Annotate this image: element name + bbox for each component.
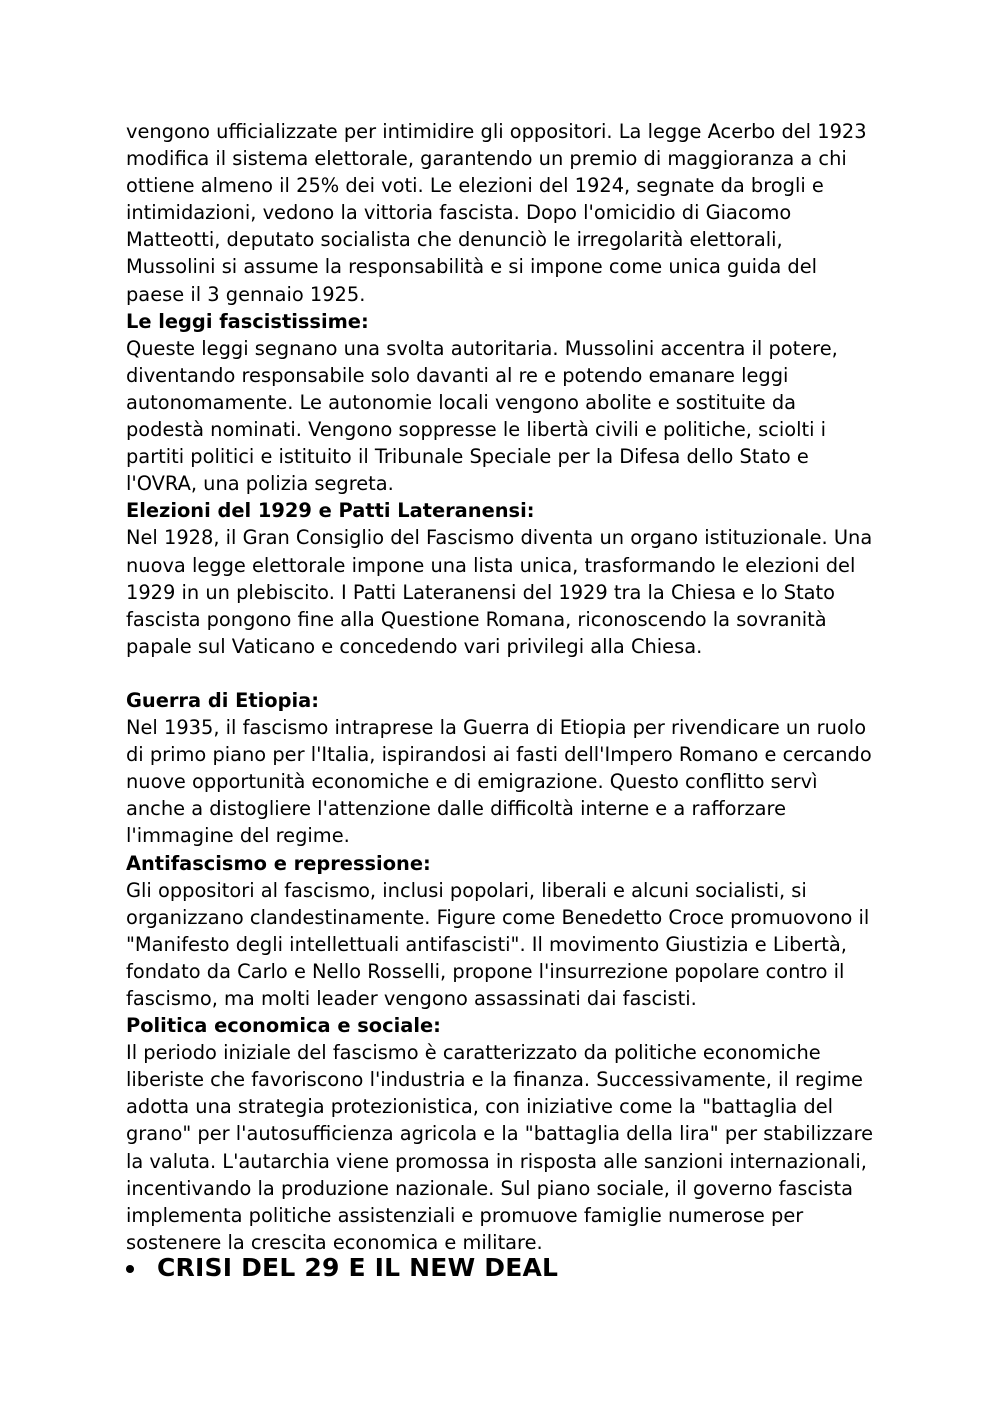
text-line: Gli oppositori al fascismo, inclusi popolari, liberali e alcuni socialisti, si	[126, 878, 807, 902]
text-line: paese il 3 gennaio 1925.	[126, 282, 366, 306]
text-line: partiti politici e istituito il Tribunale Speciale per la Difesa dello Stato e	[126, 445, 809, 469]
text-line: nuove opportunità economiche e di emigrazione. Questo conflitto servì	[126, 770, 818, 794]
text-line: adotta una strategia protezionistica, con iniziative come la "battaglia del	[126, 1095, 834, 1119]
intro-paragraph	[126, 118, 916, 308]
text-line: diventando responsabile solo davanti al re e potendo emanare leggi	[126, 363, 789, 387]
text-line: Queste leggi segnano una svolta autoritaria. Mussolini accentra il potere,	[126, 336, 838, 360]
text-line: organizzano clandestinamente. Figure come Benedetto Croce promuovono il	[126, 905, 870, 929]
text-line: sostenere la crescita economica e militare.	[126, 1230, 543, 1254]
section-heading: Elezioni del 1929 e Patti Lateranensi:	[126, 499, 535, 523]
text-line: papale sul Vaticano e concedendo vari privilegi alla Chiesa.	[126, 634, 703, 658]
text-line: liberiste che favoriscono l'industria e la finanza. Successivamente, il regime	[126, 1068, 863, 1092]
bullet-list-item	[126, 1252, 558, 1284]
section-title: CRISI DEL 29 E IL NEW DEAL	[157, 1253, 559, 1282]
text-line: la valuta. L'autarchia viene promossa in risposta alle sanzioni internazionali,	[126, 1149, 867, 1173]
text-line: Matteotti, deputato socialista che denunciò le irregolarità elettorali,	[126, 228, 783, 252]
text-line: grano" per l'autosufficienza agricola e la "battaglia della lira" per stabilizzare	[126, 1122, 874, 1146]
text-line: podestà nominati. Vengono soppresse le libertà civili e politiche, sciolti i	[126, 418, 827, 442]
section-antifascismo	[126, 850, 916, 1013]
text-line: vengono ufficializzate per intimidire gli oppositori. La legge Acerbo del 1923	[126, 120, 867, 143]
text-line: Nel 1935, il fascismo intraprese la Guerra di Etiopia per rivendicare un ruolo	[126, 716, 867, 740]
text-line: modifica il sistema elettorale, garantendo un premio di maggioranza a chi	[126, 147, 847, 171]
section-heading: Le leggi fascistissime:	[126, 309, 369, 333]
bullet-icon	[126, 1265, 134, 1273]
text-line: fascista pongono fine alla Questione Romana, riconoscendo la sovranità	[126, 607, 827, 631]
text-line: 1929 in un plebiscito. I Patti Lateranensi del 1929 tra la Chiesa e lo Stato	[126, 580, 836, 604]
section-leggi-fascistissime	[126, 308, 916, 498]
section-politica-economica	[126, 1012, 916, 1256]
text-line: fondato da Carlo e Nello Rosselli, propone l'insurrezione popolare contro il	[126, 959, 845, 983]
text-line: nuova legge elettorale impone una lista unica, trasformando le elezioni del	[126, 553, 856, 577]
text-line: Il periodo iniziale del fascismo è caratterizzato da politiche economiche	[126, 1041, 821, 1065]
document-body	[126, 118, 916, 1256]
paragraph-spacer	[126, 660, 916, 687]
text-line: autonomamente. Le autonomie locali vengono abolite e sostituite da	[126, 390, 797, 414]
text-line: intimidazioni, vedono la vittoria fascista. Dopo l'omicidio di Giacomo	[126, 201, 792, 225]
section-heading: Guerra di Etiopia:	[126, 688, 319, 712]
section-guerra-etiopia	[126, 687, 916, 850]
text-line: Mussolini si assume la responsabilità e si impone come unica guida del	[126, 255, 818, 279]
text-line: implementa politiche assistenziali e promuove famiglie numerose per	[126, 1203, 804, 1227]
text-line: ottiene almeno il 25% dei voti. Le elezioni del 1924, segnate da brogli e	[126, 174, 824, 198]
text-line: fascismo, ma molti leader vengono assassinati dai fascisti.	[126, 987, 697, 1010]
text-line: "Manifesto degli intellettuali antifascisti". Il movimento Giustizia e Libertà,	[126, 932, 847, 956]
text-line: l'OVRA, una polizia segreta.	[126, 472, 394, 496]
section-heading: Politica economica e sociale:	[126, 1014, 441, 1038]
section-heading: Antifascismo e repressione:	[126, 851, 431, 875]
section-elezioni-patti	[126, 497, 916, 660]
text-line: anche a distogliere l'attenzione dalle difficoltà interne e a rafforzare	[126, 797, 787, 821]
text-line: incentivando la produzione nazionale. Sul piano sociale, il governo fascista	[126, 1176, 854, 1200]
text-line: l'immagine del regime.	[126, 824, 350, 848]
text-line: di primo piano per l'Italia, ispirandosi ai fasti dell'Impero Romano e cercando	[126, 743, 872, 767]
text-line: Nel 1928, il Gran Consiglio del Fascismo diventa un organo istituzionale. Una	[126, 526, 873, 550]
